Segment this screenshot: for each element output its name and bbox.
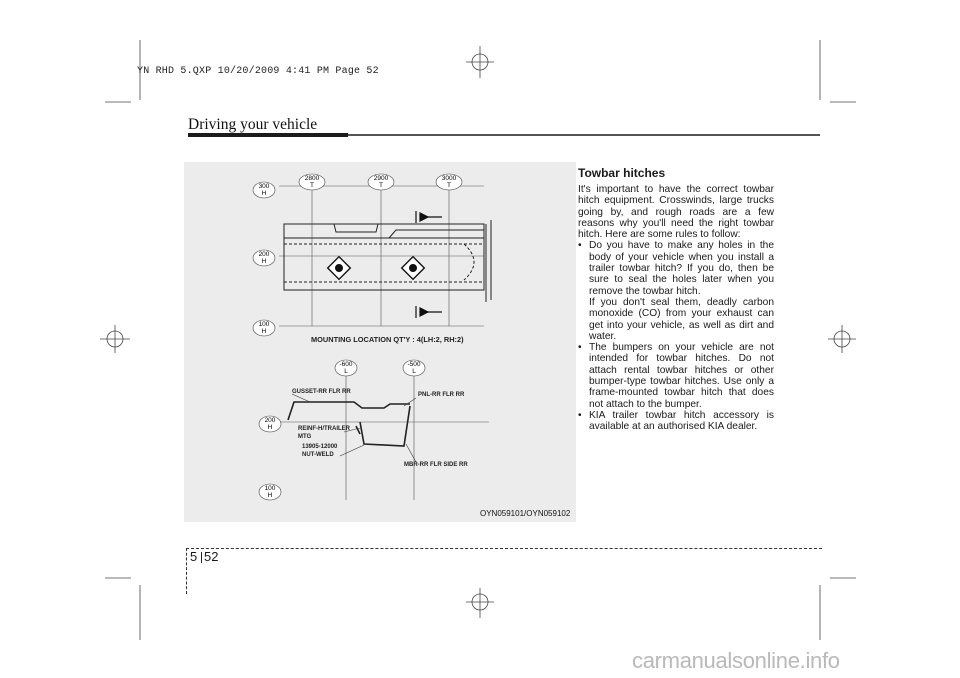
callout-reinf-2: MTG [298,434,312,440]
header-bar [188,133,348,137]
svg-text:H: H [261,190,267,197]
callout-nut-1: 13905-12000 [302,444,338,450]
list-item [578,410,774,433]
intro-paragraph: It's important to have the correct towbar hitch equipment. Crosswinds, large trucks going by, and rough roads are a few reasons why you'll need the right towbar hitch. Here are some rules to follow: [578,184,774,241]
grid-label-2800 [299,174,325,190]
svg-text:T: T [379,182,383,189]
callout-member: MBR-RR FLR SIDE RR [404,462,468,468]
svg-text:200: 200 [264,417,276,424]
grid-label-100h-lower [259,484,281,500]
svg-text:-600: -600 [339,361,353,368]
bullet-text: • Do you have to make any holes in the body of your vehicle when you install a trailer towbar hitch? If you do, then be sure to seal the holes later when you remove the towbar hitch. [589,240,774,297]
header-rule [348,134,820,136]
grid-label-100h [253,320,275,336]
callout-reinf-1: REINF-H/TRAILER [298,426,350,432]
grid-label-minus500 [403,360,425,376]
svg-text:200: 200 [258,251,270,258]
grid-label-minus600 [335,360,357,376]
watermark-logo: carmanualsonline.info [632,648,840,673]
page-divider [201,552,202,563]
callout-panel: PNL-RR FLR RR [418,392,465,398]
svg-text:H: H [267,492,273,499]
towbar-mounting-figure [184,162,576,522]
grid-label-300h [253,182,275,198]
svg-text:3000: 3000 [441,175,457,182]
svg-text:300: 300 [258,183,270,190]
svg-text:H: H [261,328,267,335]
figure-code: OYN059101/OYN059102 [480,509,571,518]
bullet-text: • KIA trailer towbar hitch accessory is available at an authorised KIA dealer. [589,409,774,433]
svg-text:L: L [412,368,416,375]
bullet-text: • The bumpers on your vehicle are not intended for towbar hitches. Do not attach rental towbar hitches or other bumper-type towbar hitches. Use only a frame-mounted towbar hitch that does not attach to the bumper. [589,342,774,410]
svg-text:L: L [344,368,348,375]
grid-label-2900 [368,174,394,190]
callout-gusset: GUSSET-RR FLR RR [292,389,351,395]
svg-text:H: H [261,258,267,265]
list-item [578,342,774,410]
svg-text:T: T [447,182,451,189]
mounting-diagram [184,162,576,522]
section-body [578,184,774,433]
rules-list [578,240,774,432]
footer-rule [186,548,822,549]
svg-text:100: 100 [258,321,270,328]
svg-text:-500: -500 [407,361,421,368]
footer-vertical-rule [186,548,187,594]
grid-label-200h [253,250,275,266]
grid-label-200h-lower [259,416,281,432]
running-header: Driving your vehicle [188,116,318,133]
page-number: 52 [204,549,219,564]
svg-text:2800: 2800 [304,175,320,182]
section-number: 5 [190,549,198,564]
print-slug: YN RHD 5.QXP 10/20/2009 4:41 PM Page 52 [137,66,379,77]
grid-label-3000 [436,174,462,190]
svg-text:2900: 2900 [373,175,389,182]
svg-text:100: 100 [264,485,276,492]
list-item [578,240,774,342]
callout-nut-2: NUT-WELD [302,452,334,458]
mounting-caption: MOUNTING LOCATION QT'Y : 4(LH:2, RH:2) [311,335,464,344]
svg-text:T: T [310,182,314,189]
bullet-extra: If you don't seal them, deadly carbon monoxide (CO) from your exhaust can get into your vehicle, as well as dirt and water. [589,296,774,342]
section-title: Towbar hitches [578,166,666,180]
svg-text:H: H [267,424,273,431]
